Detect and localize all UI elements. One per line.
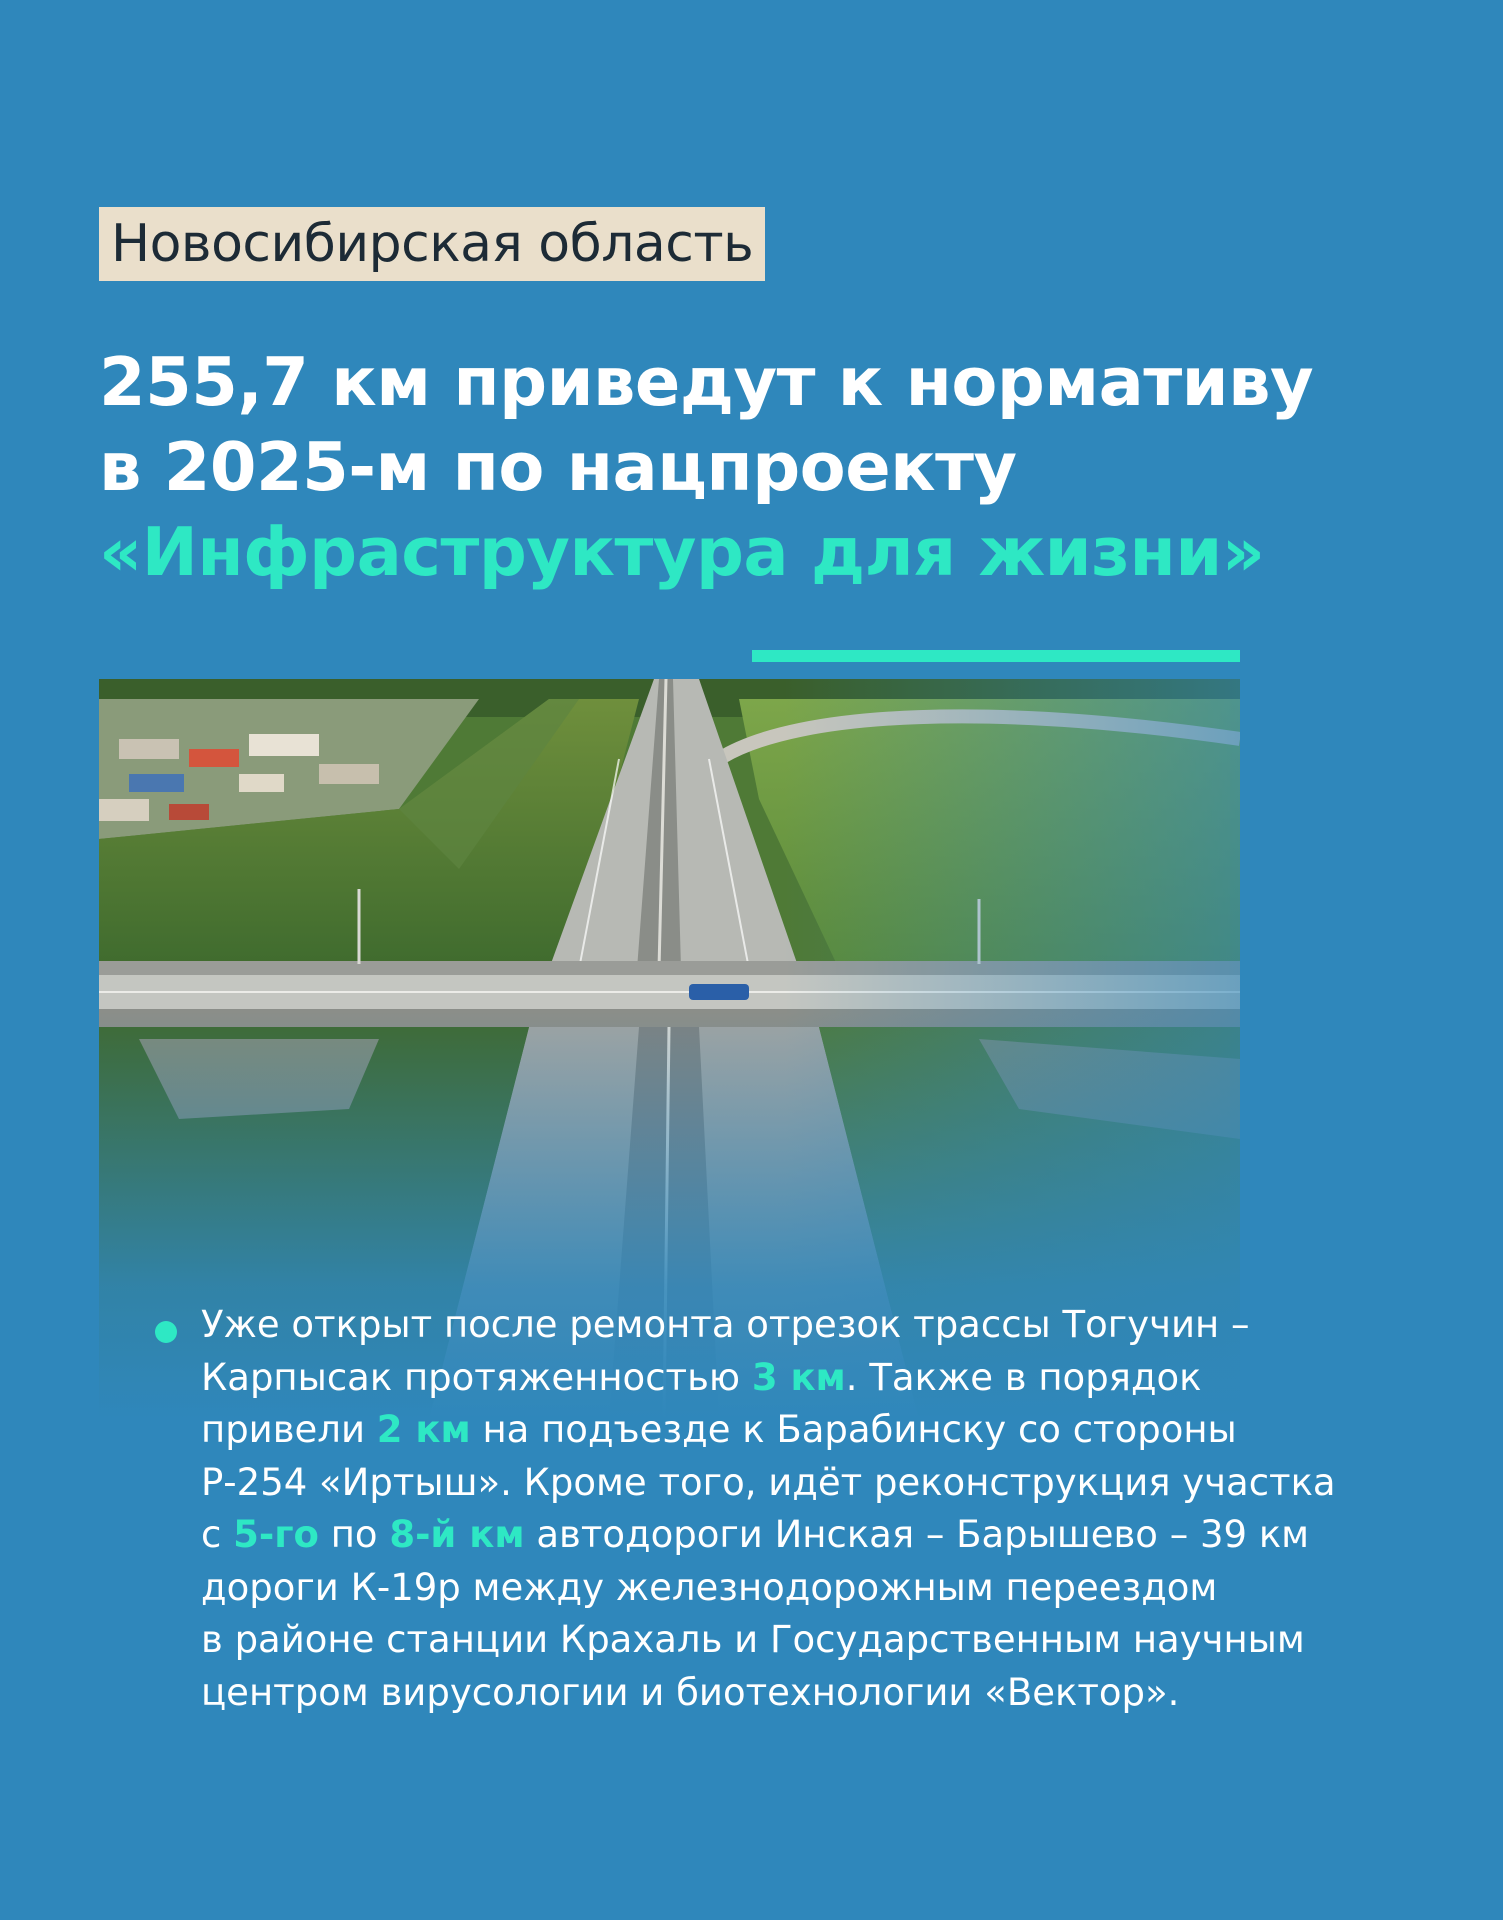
body-line: Карпысак протяженностью 3 км. Также в порядок [201, 1355, 1202, 1399]
headline [99, 340, 1314, 595]
accent-divider [752, 650, 1240, 662]
region-tag: Новосибирская область [99, 207, 765, 281]
headline-accent-line: «Инфраструктура для жизни» [99, 513, 1265, 591]
highlight-3-km: 3 км [751, 1355, 846, 1399]
body-line: привели 2 км на подъезде к Барабинску со стороны [201, 1408, 1237, 1451]
body-paragraph [201, 1299, 1401, 1719]
headline-line-2: в 2025-м по нацпроекту [99, 428, 1017, 506]
body-line: дороги К-19р между железнодорожным переездом [201, 1565, 1218, 1609]
highlight-2-km: 2 км [376, 1408, 471, 1451]
headline-line-1: 255,7 км приведут к нормативу [99, 343, 1314, 421]
highlight-8th-km: 8-й км [389, 1513, 525, 1556]
body-line: с 5-го по 8-й км автодороги Инская – Барышево – 39 км [201, 1513, 1310, 1556]
bullet-dot [155, 1321, 177, 1343]
body-line: в районе станции Крахаль и Государственным научным [201, 1618, 1305, 1661]
body-line: центром вирусологии и биотехнологии «Вектор». [201, 1670, 1180, 1714]
highlight-5th-km: 5-го [233, 1513, 319, 1556]
body-line: Р-254 «Иртыш». Кроме того, идёт реконструкция участка [201, 1460, 1336, 1504]
body-line: Уже открыт после ремонта отрезок трассы Тогучин – [201, 1303, 1250, 1346]
